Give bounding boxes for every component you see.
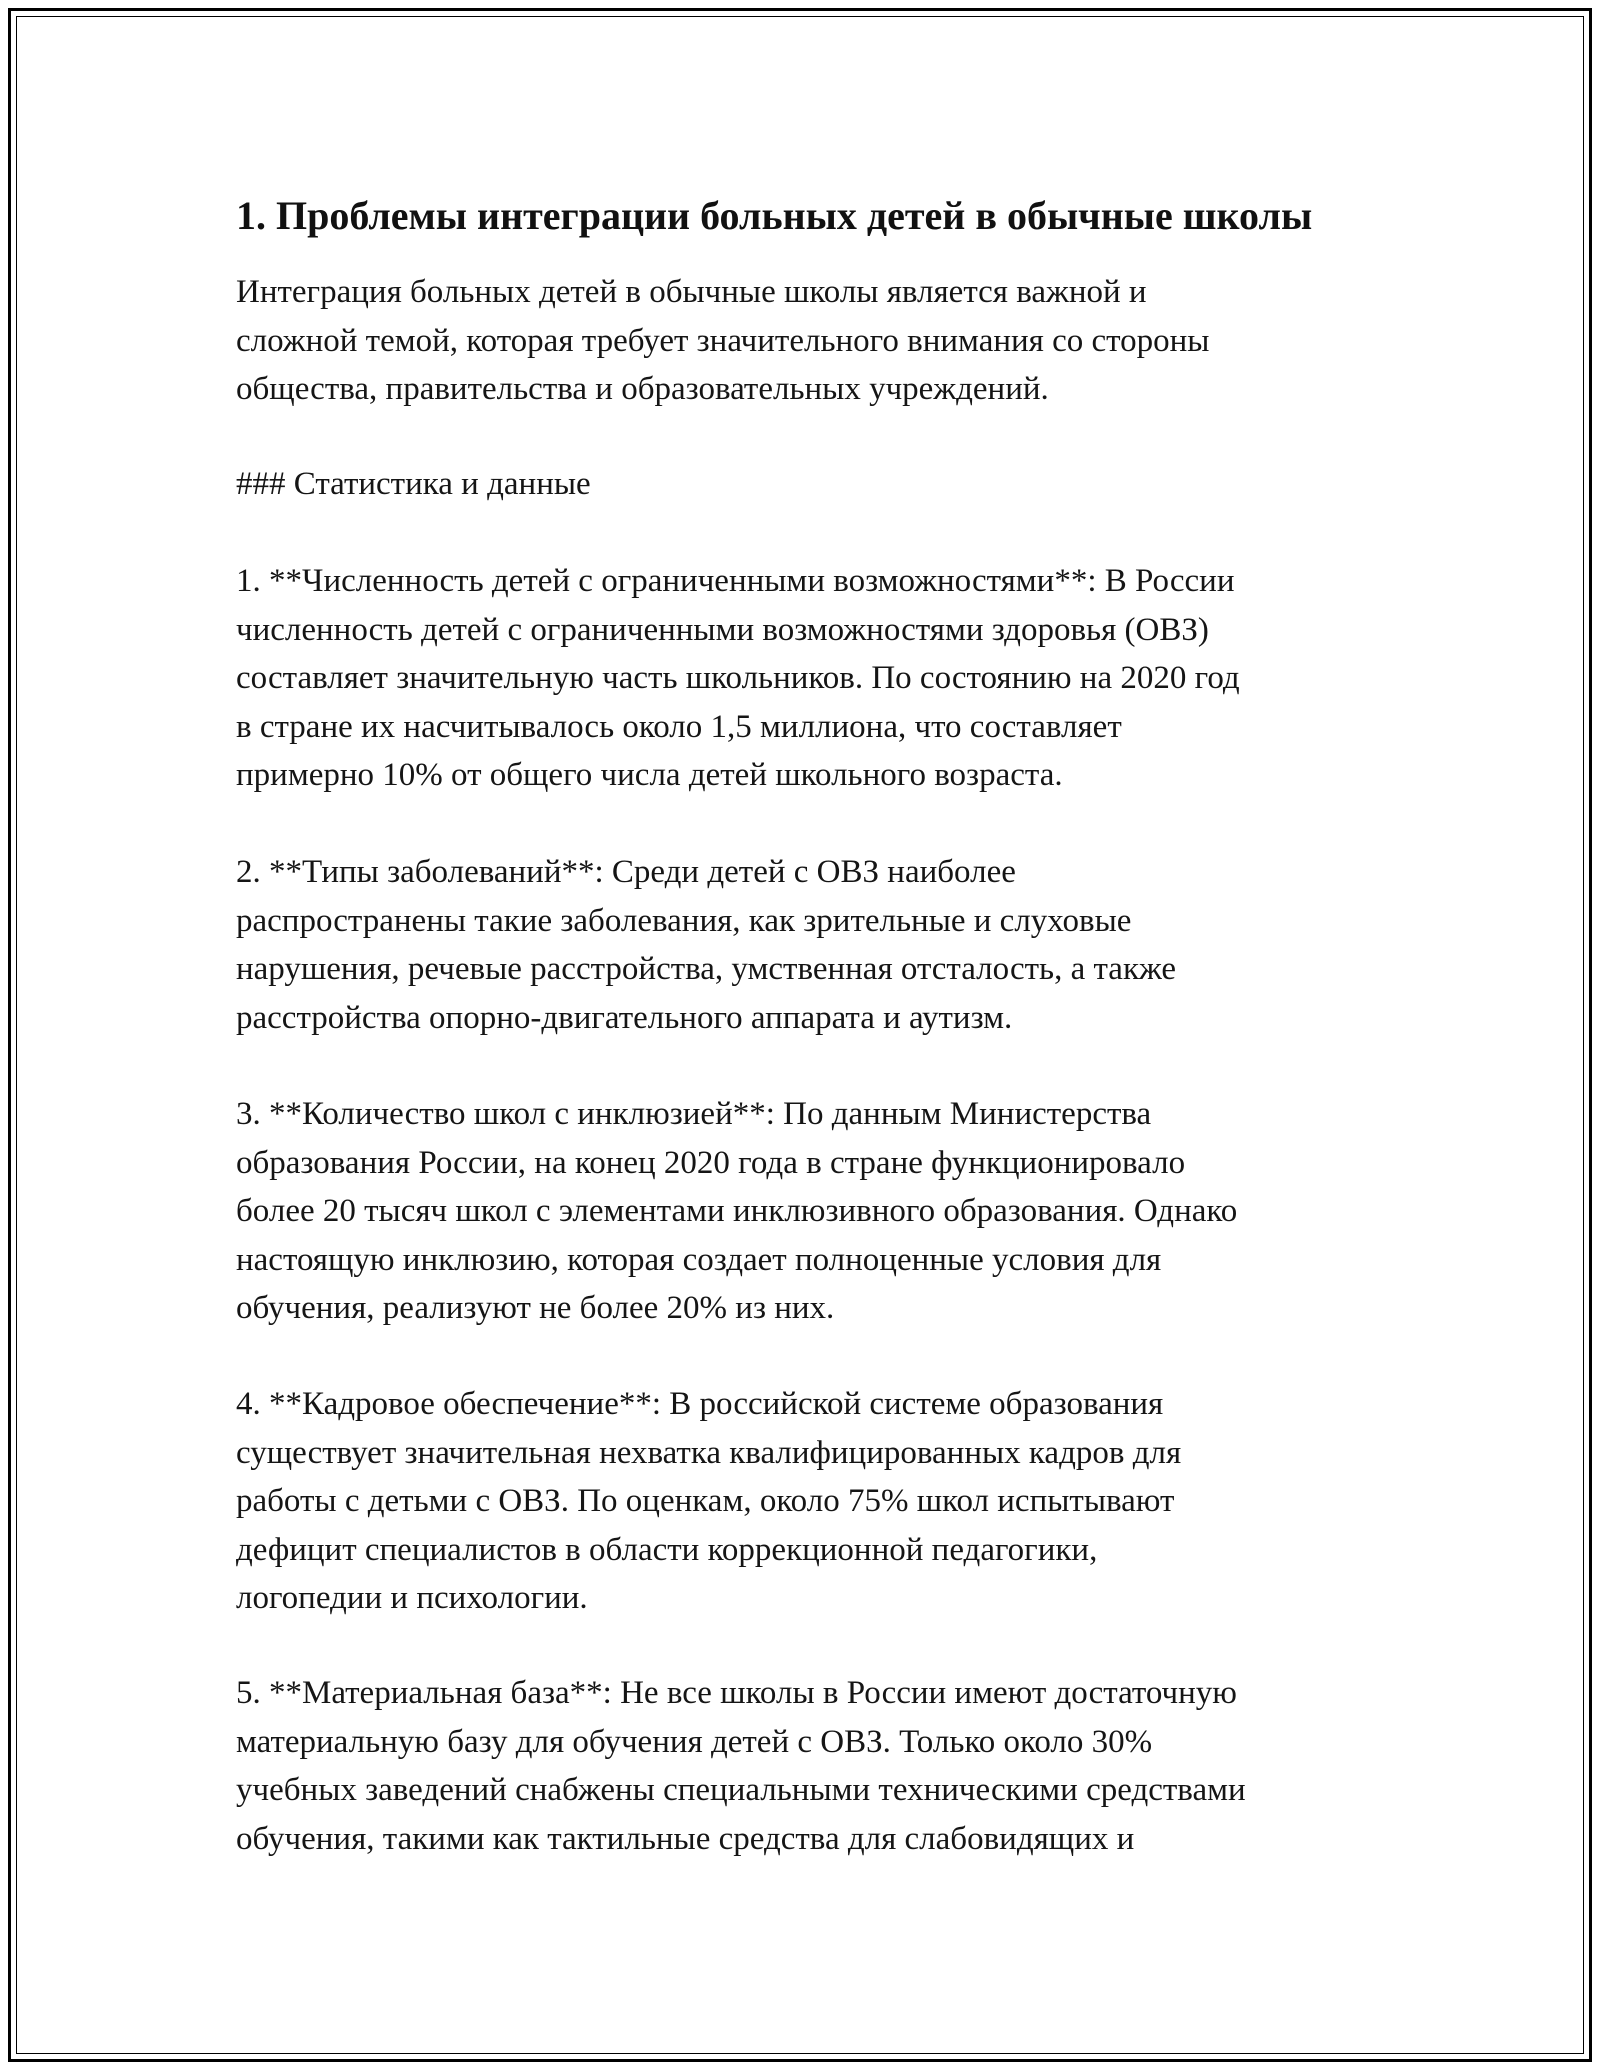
list-item-population: 1. **Численность детей с ограниченными возможностями**: В России численность детей с ограниченными возможностями здоровья (ОВЗ) составляет значительную часть школьников. По состоянию на 2020 год в стране их насчитывалось около 1,5 миллиона, что составляет примерно 10% от общего числа детей школьного возраста.	[236, 563, 1240, 793]
section-heading: ### Статистика и данные	[236, 466, 591, 502]
document-title: 1. Проблемы интеграции больных детей в обычные школы	[236, 193, 1313, 238]
list-item-staffing: 4. **Кадровое обеспечение**: В российской системе образования существует значительная нехватка квалифицированных кадров для работы с детьми с ОВЗ. По оценкам, около 75% школ испытывают дефицит специалистов в области коррекционной педагогики, логопедии и психологии.	[236, 1386, 1182, 1616]
intro-paragraph: Интеграция больных детей в обычные школы является важной и сложной темой, которая требует значительного внимания со стороны общества, правительства и образовательных учреждений.	[236, 274, 1210, 407]
list-item-material-base: 5. **Материальная база**: Не все школы в России имеют достаточную материальную базу для обучения детей с ОВЗ. Только около 30% учебных заведений снабжены специальными техническими средствами обучения, такими как тактильные средства для слабовидящих и	[236, 1675, 1246, 1857]
list-item-disease-types: 2. **Типы заболеваний**: Среди детей с ОВЗ наиболее распространены такие заболевания, как зрительные и слуховые нарушения, речевые расстройства, умственная отсталость, а также расстройства опорно-двигательного аппарата и аутизм.	[236, 854, 1177, 1036]
list-item-inclusive-schools: 3. **Количество школ с инклюзией**: По данным Министерства образования России, на конец 2020 года в стране функционировало более 20 тысяч школ с элементами инклюзивного образования. Однако настоящую инклюзию, которая создает полноценные условия для обучения, реализуют не более 20% из них.	[236, 1096, 1238, 1326]
